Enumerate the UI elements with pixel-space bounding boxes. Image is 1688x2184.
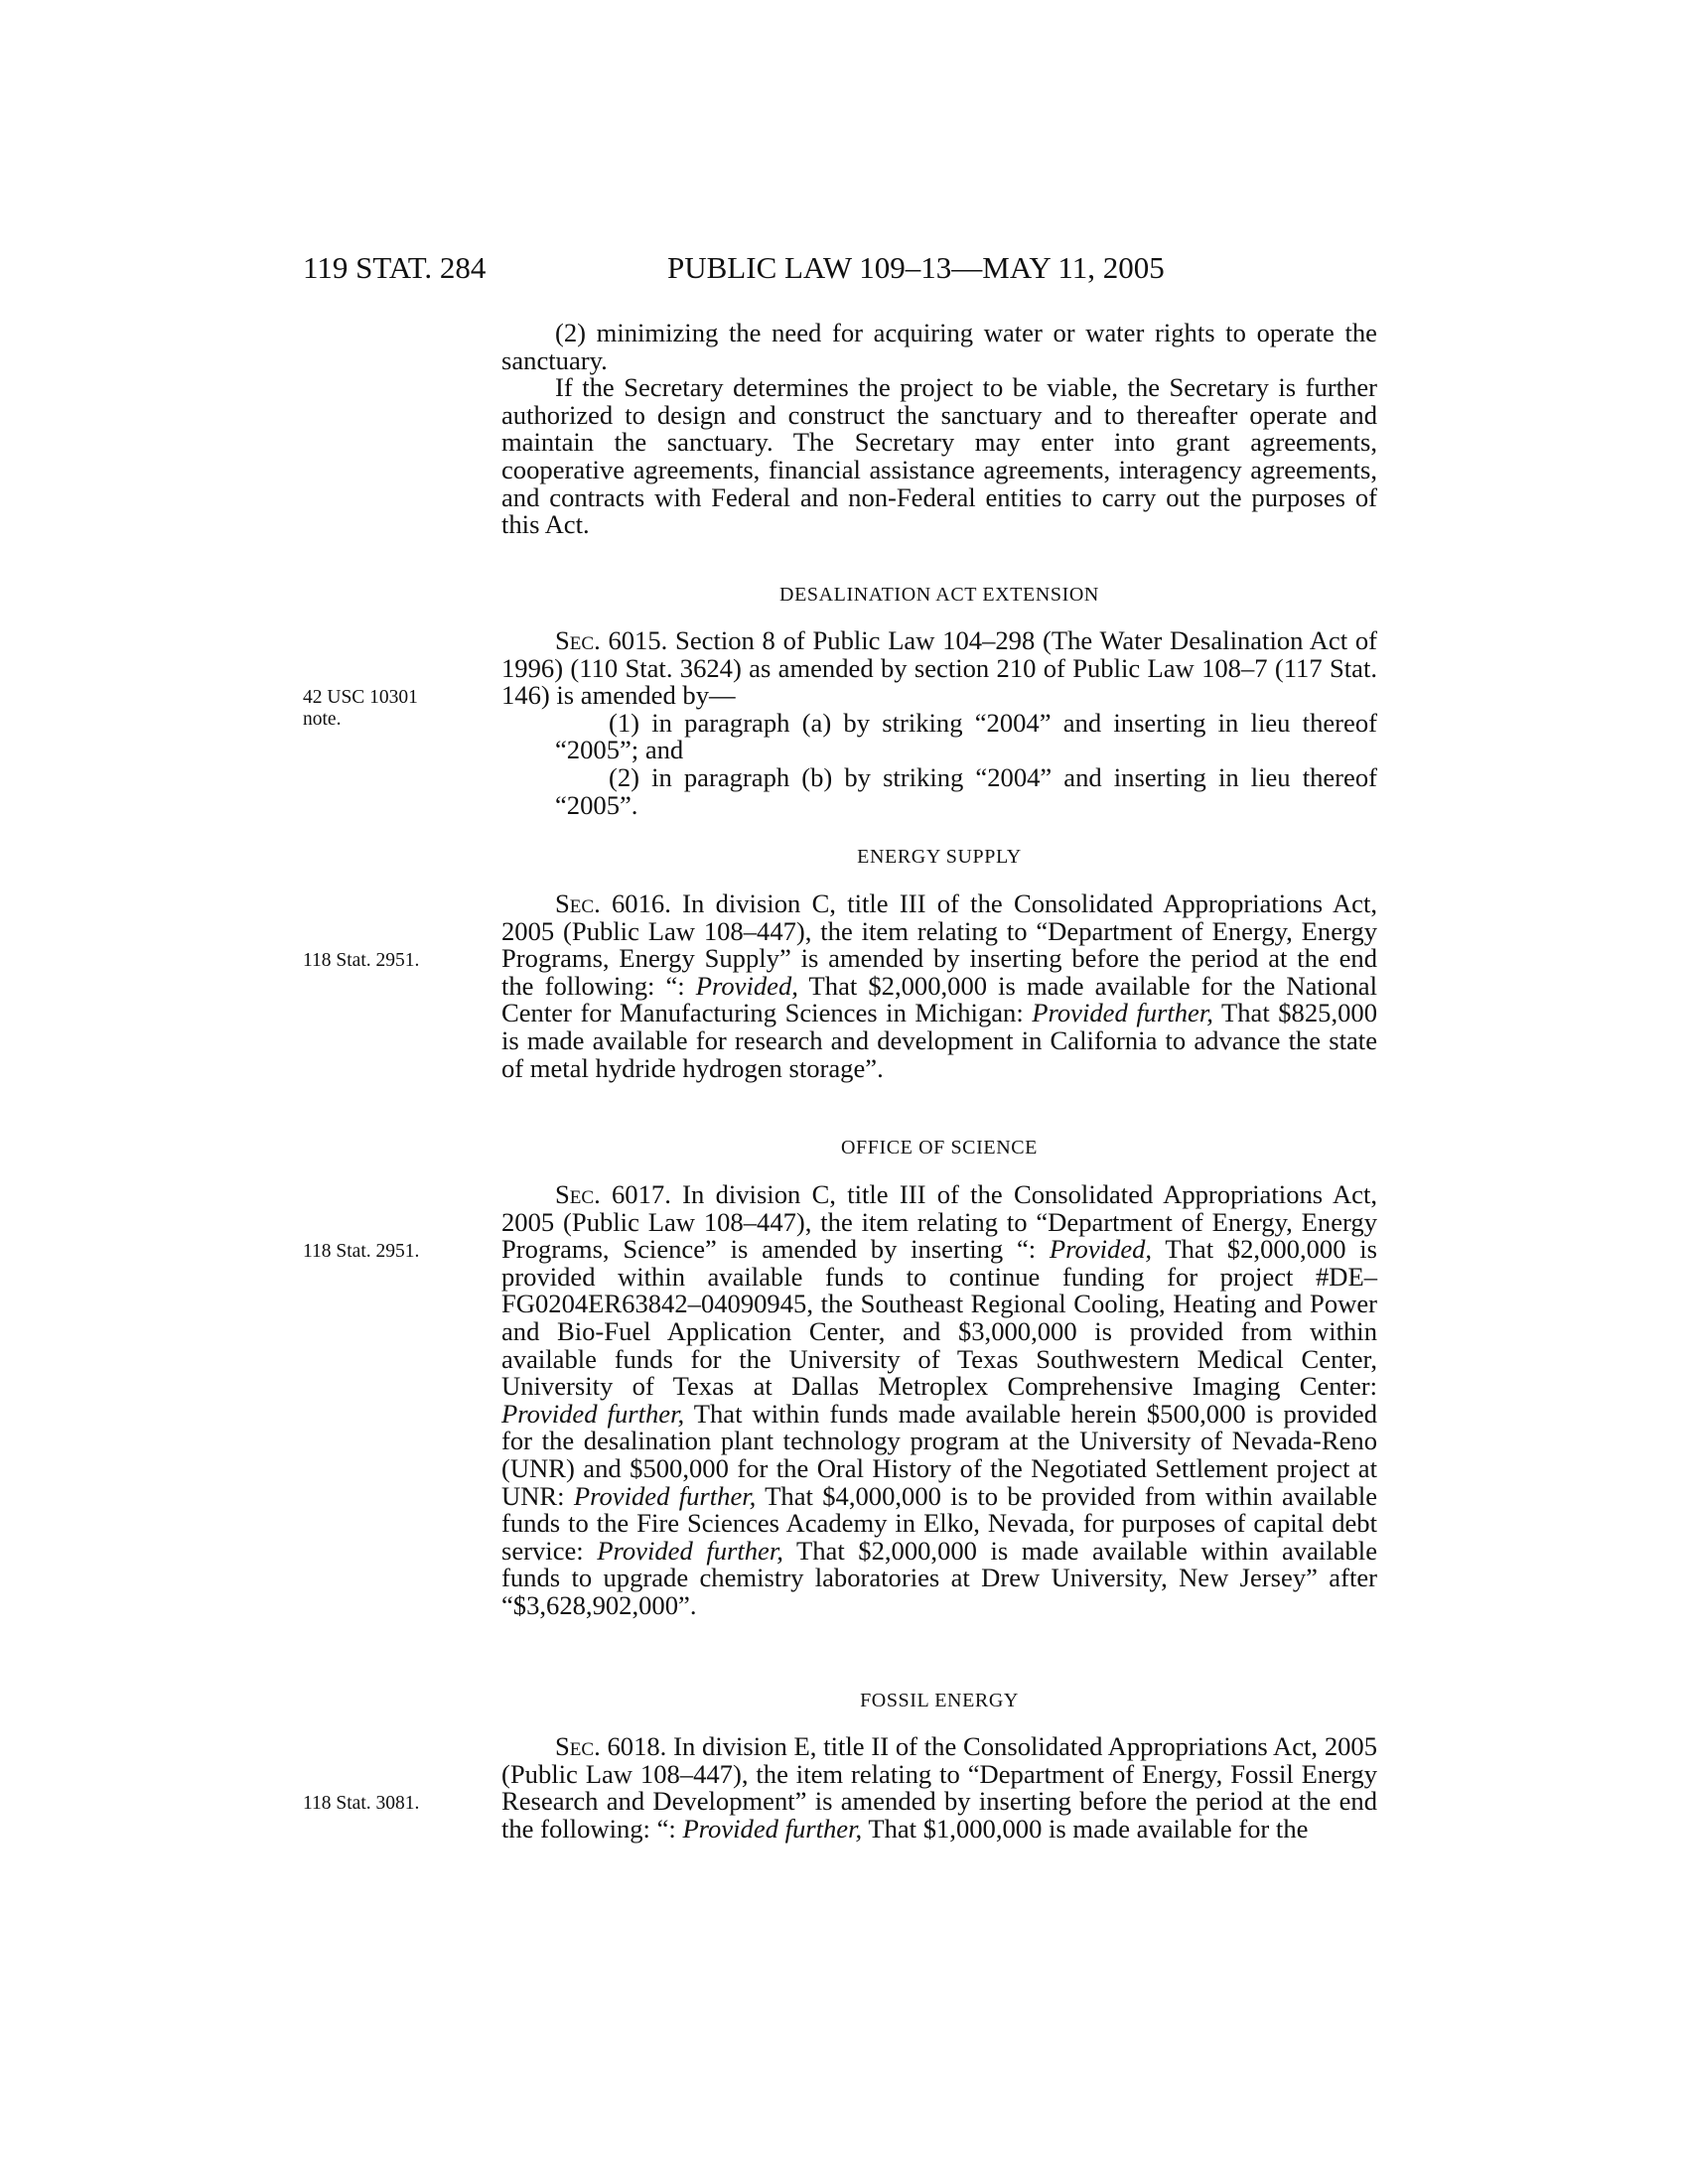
italic-run: Provided,	[695, 970, 798, 1001]
section-number: Sec. 6017.	[555, 1179, 671, 1209]
text-run: That $4,000,000 is to be provided from within available funds to the Fire Sciences Academy in Elko, Nevada, for purposes of capital debt service:	[501, 1480, 1378, 1566]
italic-run: Provided further,	[682, 1813, 863, 1843]
section-number: Sec. 6015.	[555, 625, 668, 655]
margin-note-line: note.	[303, 709, 342, 730]
section-heading: FOSSIL ENERGY	[860, 1690, 1019, 1711]
text-run: That $1,000,000 is made available for the	[862, 1813, 1309, 1843]
margin-note-stat: 118 Stat. 2951.	[303, 1241, 420, 1262]
text-run: That within funds made available herein $500,000 is provided for the desalination plant technology program at the University of Nevada-Reno (UNR) and $500,000 for the Oral History of the Negotiated Settlement project at UNR:	[501, 1398, 1378, 1511]
running-header: PUBLIC LAW 109–13—MAY 11, 2005	[667, 250, 1165, 285]
paragraph	[501, 627, 1377, 710]
text-run: In division C, title III of the Consolidated Appropriations Act, 2005 (Public Law 108–447), the item relating to “Department of Energy, Energy Programs, Energy Supply” is amended by inserting before the period at the end the following: “:	[501, 888, 1377, 1001]
list-item: (2) minimizing the need for acquiring water or water rights to operate the sanctuary.	[501, 318, 1377, 375]
section-6018	[501, 1733, 1377, 1843]
section-heading: OFFICE OF SCIENCE	[840, 1137, 1038, 1159]
section-heading: DESALINATION ACT EXTENSION	[779, 584, 1099, 606]
page-stat-number: 119 STAT. 284	[303, 250, 487, 285]
list-item: (1) in paragraph (a) by striking “2004” and inserting in lieu thereof “2005”; and	[555, 707, 1377, 765]
section-number: Sec. 6016.	[555, 888, 671, 918]
margin-note-usc	[303, 687, 482, 731]
italic-run: Provided,	[1049, 1234, 1153, 1265]
margin-note-stat: 118 Stat. 2951.	[303, 950, 420, 971]
text-run: That $2,000,000 is made available for the National Center for Manufacturing Sciences in Michigan:	[501, 970, 1378, 1028]
section-heading: ENERGY SUPPLY	[857, 846, 1022, 868]
paragraph: If the Secretary determines the project to be viable, the Secretary is further authorized to design and construct the sanctuary and to thereafter operate and maintain the sanctuary. The Secretary may enter into grant agreements, cooperative agreements, financial assistance agreements, interagency agreements, and contracts with Federal and non-Federal entities to carry out the purposes of this Act.	[501, 372, 1377, 540]
text-run: That $2,000,000 is provided within available funds to continue funding for project #DE–FG0204ER63842–04090945, the Southeast Regional Cooling, Heating and Power and Bio-Fuel Application Center, and $3,000,000 is provided from within available funds for the University of Texas Southwestern Medical Center, University of Texas at Dallas Metroplex Comprehensive Imaging Center:	[501, 1234, 1377, 1402]
paragraph	[501, 1181, 1377, 1620]
text-run: In division C, title III of the Consolidated Appropriations Act, 2005 (Public Law 108–447), the item relating to “Department of Energy, Energy Programs, Science” is amended by inserting “:	[501, 1179, 1377, 1265]
section-6016	[501, 890, 1377, 1082]
margin-note-stat: 118 Stat. 3081.	[303, 1793, 420, 1814]
italic-run: Provided further,	[501, 1398, 685, 1429]
italic-run: Provided further,	[1032, 998, 1213, 1028]
section-number: Sec. 6018.	[555, 1731, 667, 1761]
paragraph	[501, 1733, 1377, 1843]
italic-run: Provided further,	[597, 1535, 783, 1566]
section-6017	[501, 1181, 1377, 1620]
list-item: (2) in paragraph (b) by striking “2004” and inserting in lieu thereof “2005”.	[555, 761, 1377, 820]
intro-block	[501, 320, 1377, 539]
italic-run: Provided further,	[573, 1480, 757, 1511]
text-run: That $2,000,000 is made available within available funds to upgrade chemistry laboratories at Drew University, New Jersey” after “$3,628,902,000”.	[501, 1535, 1378, 1620]
paragraph	[501, 890, 1377, 1082]
margin-note-line: 42 USC 10301	[303, 687, 418, 708]
section-6015	[501, 627, 1377, 819]
text-run: That $825,000 is made available for research and development in California to advance the state of metal hydride hydrogen storage”.	[501, 998, 1377, 1083]
section-text: Section 8 of Public Law 104–298 (The Water Desalination Act of 1996) (110 Stat. 3624) as amended by section 210 of Public Law 108–7 (117 Stat. 146) is amended by—	[501, 625, 1377, 711]
text-run: In division E, title II of the Consolidated Appropriations Act, 2005 (Public Law 108–447), the item relating to “Department of Energy, Fossil Energy Research and Development” is amended by inserting before the period at the end the following: “:	[501, 1731, 1378, 1843]
